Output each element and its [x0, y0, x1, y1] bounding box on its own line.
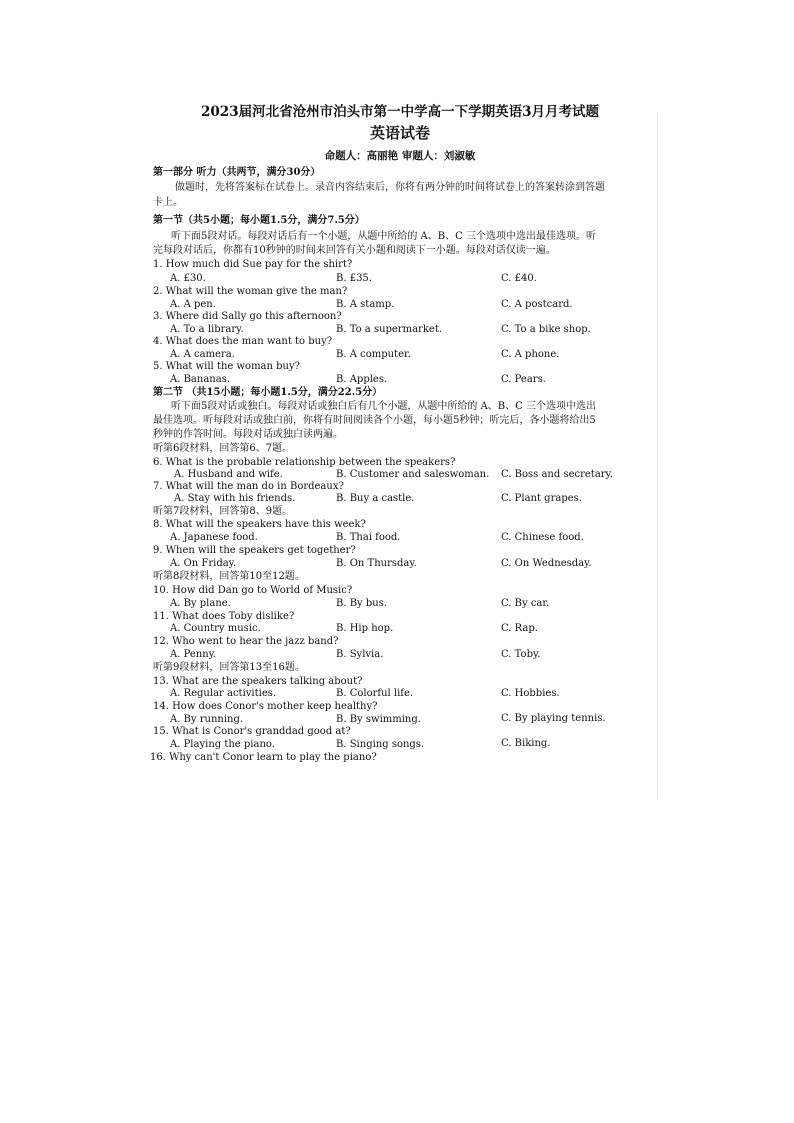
section1-instruction-cont: 完每段对话后，你都有10秒钟的时间来回答有关小题和阅读下一小题。每段对话仅读一遍。	[153, 245, 556, 256]
q8-option-c: C. Chinese food.	[501, 532, 584, 543]
q5-option-c: C. Pears.	[501, 374, 546, 385]
exam-authors: 命题人：高丽艳 审题人：刘淑敏	[324, 150, 476, 162]
section2-instruction: 听下面5段对话或独白。每段对话或独白后有几个小题，从题中所给的 A、B、C 三个选项中选出	[171, 401, 596, 412]
q13-option-c: C. Hobbies.	[501, 688, 560, 699]
section2-instruction-cont2: 秒钟的作答时间。每段对话或独白读两遍。	[153, 429, 343, 440]
question-1: 1. How much did Sue pay for the shirt?	[153, 259, 353, 270]
q1-option-b: B. £35.	[336, 273, 372, 284]
question-13: 13. What are the speakers talking about?	[153, 676, 363, 687]
q6-option-b: B. Customer and saleswoman.	[336, 469, 490, 480]
question-15: 15. What is Conor's granddad good at?	[153, 726, 351, 737]
q2-option-a: A. A pen.	[170, 299, 216, 310]
q10-option-b: B. By bus.	[336, 598, 388, 609]
q12-option-b: B. Sylvia.	[336, 649, 384, 660]
q1-option-a: A. £30.	[170, 273, 206, 284]
q8-option-a: A. Japanese food.	[170, 532, 258, 543]
question-11: 11. What does Toby dislike?	[153, 611, 295, 622]
section2-instruction-cont: 最佳选项。听每段对话或独白前，你将有时间阅读各个小题，每小题5秒钟；听完后，各小题将给出5	[153, 415, 596, 426]
part1-instruction: 做题时，先将答案标在试卷上。录音内容结束后，你将有两分钟的时间将试卷上的答案转涂到答题	[175, 182, 605, 193]
q7-option-b: B. Buy a castle.	[336, 493, 415, 504]
q10-option-a: A. By plane.	[170, 598, 231, 609]
q14-option-b: B. By swimming.	[336, 714, 421, 725]
question-2: 2. What will the woman give the man?	[153, 286, 348, 297]
q14-option-a: A. By running.	[170, 714, 244, 725]
q9-option-c: C. On Wednesday.	[501, 558, 592, 569]
question-5: 5. What will the woman buy?	[153, 361, 300, 372]
q1-option-c: C. £40.	[501, 273, 537, 284]
q8-option-b: B. Thai food.	[336, 532, 401, 543]
q9-option-b: B. On Thursday.	[336, 558, 417, 569]
q6-option-c: C. Boss and secretary.	[501, 469, 614, 480]
exam-subtitle: 英语试卷	[369, 124, 430, 142]
q3-option-c: C. To a bike shop.	[501, 324, 591, 335]
question-16: 16. Why can't Conor learn to play the piano?	[150, 752, 377, 763]
q11-option-a: A. Country music.	[170, 623, 261, 634]
q10-option-c: C. By car.	[501, 598, 550, 609]
question-4: 4. What does the man want to buy?	[153, 336, 333, 347]
q13-option-a: A. Regular activities.	[170, 688, 277, 699]
q5-option-a: A. Bananas.	[170, 374, 231, 385]
material-note-7: 听第7段材料，回答第8、9题。	[153, 506, 293, 517]
q6-option-a: A. Husband and wife.	[174, 469, 283, 480]
q14-option-c: C. By playing tennis.	[501, 713, 606, 724]
part1-instruction-cont: 卡上。	[153, 197, 183, 208]
material-note-9: 听第9段材料，回答第13至16题。	[153, 662, 305, 673]
section1-heading: 第一节（共5小题；每小题1.5分，满分7.5分）	[153, 215, 365, 226]
material-note-6: 听第6段材料，回答第6、7题。	[153, 443, 293, 454]
section1-instruction: 听下面5段对话。每段对话后有一个小题，从题中所给的 A、B、C 三个选项中选出最佳选项。听	[171, 231, 596, 242]
exam-title: 2023届河北省沧州市泊头市第一中学高一下学期英语3月月考试题	[201, 104, 599, 120]
q7-option-c: C. Plant grapes.	[501, 493, 582, 504]
question-9: 9. When will the speakers get together?	[153, 545, 356, 556]
q2-option-b: B. A stamp.	[336, 299, 395, 310]
q12-option-a: A. Penny.	[170, 649, 217, 660]
q4-option-b: B. A computer.	[336, 349, 411, 360]
question-8: 8. What will the speakers have this week?	[153, 519, 366, 530]
q5-option-b: B. Apples.	[336, 374, 388, 385]
question-14: 14. How does Conor's mother keep healthy?	[153, 701, 378, 712]
q4-option-c: C. A phone.	[501, 349, 560, 360]
q15-option-b: B. Singing songs.	[336, 739, 425, 750]
q12-option-c: C. Toby.	[501, 649, 541, 660]
q15-option-a: A. Playing the piano.	[170, 739, 275, 750]
q15-option-c: C. Biking.	[501, 738, 551, 749]
scan-edge	[657, 115, 658, 800]
section2-heading: 第二节 （共15小题；每小题1.5分，满分22.5分）	[153, 387, 383, 398]
q4-option-a: A. A camera.	[170, 349, 235, 360]
question-10: 10. How did Dan go to World of Music?	[153, 585, 353, 596]
q2-option-c: C. A postcard.	[501, 299, 573, 310]
q3-option-b: B. To a supermarket.	[336, 324, 443, 335]
part1-heading: 第一部分 听力（共两节，满分30分）	[153, 167, 321, 178]
q7-option-a: A. Stay with his friends.	[174, 493, 296, 504]
question-7: 7. What will the man do in Bordeaux?	[153, 481, 344, 492]
question-12: 12. Who went to hear the jazz band?	[153, 636, 339, 647]
q11-option-c: C. Rap.	[501, 623, 538, 634]
q3-option-a: A. To a library.	[170, 324, 244, 335]
question-3: 3. Where did Sally go this afternoon?	[153, 311, 342, 322]
q9-option-a: A. On Friday.	[170, 558, 237, 569]
q11-option-b: B. Hip hop.	[336, 623, 394, 634]
material-note-8: 听第8段材料，回答第10至12题。	[153, 571, 305, 582]
question-6: 6. What is the probable relationship between the speakers?	[153, 457, 456, 468]
q13-option-b: B. Colorful life.	[336, 688, 414, 699]
